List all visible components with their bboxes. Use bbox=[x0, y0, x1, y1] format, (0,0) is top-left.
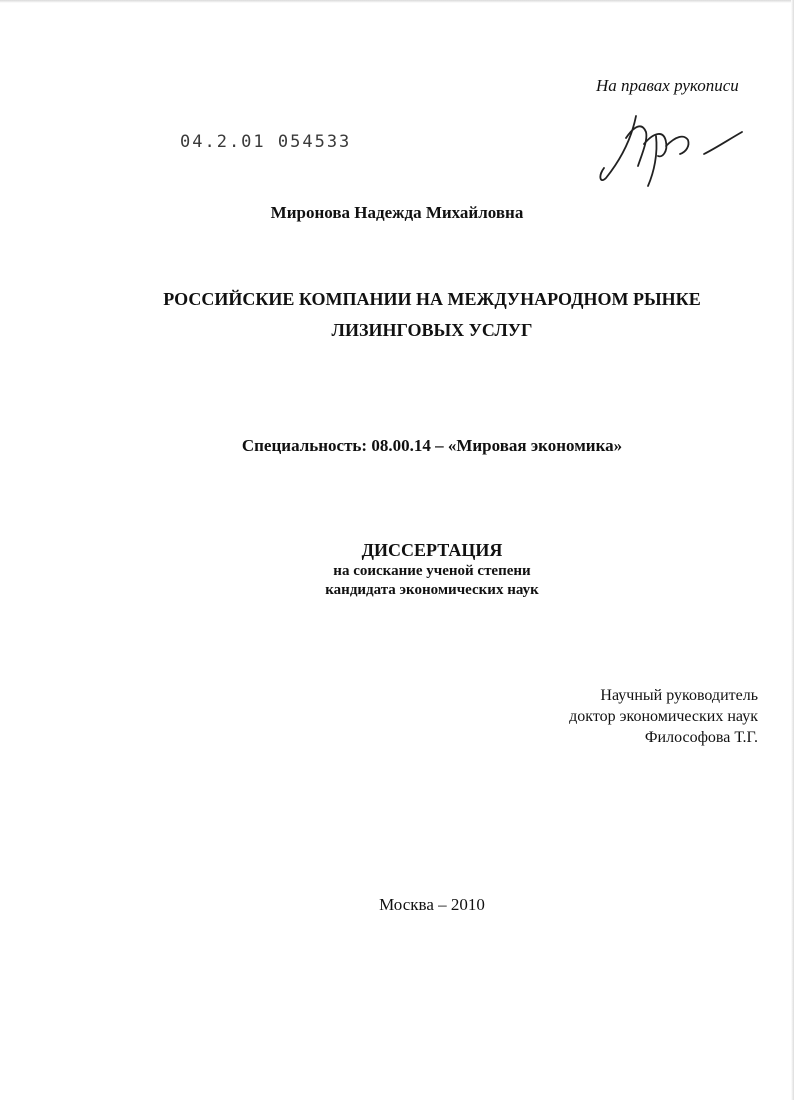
title-line-1: РОССИЙСКИЕ КОМПАНИИ НА МЕЖДУНАРОДНОМ РЫНКЕ bbox=[163, 289, 701, 309]
manuscript-note: На правах рукописи bbox=[596, 76, 739, 95]
author-name: Миронова Надежда Михайловна bbox=[270, 203, 524, 222]
dissertation-title bbox=[0, 284, 794, 346]
supervisor-block bbox=[569, 685, 758, 748]
stamp-code: 04.2.01 054533 bbox=[180, 132, 352, 152]
scan-edge-top bbox=[0, 0, 794, 3]
dissertation-heading: ДИССЕРТАЦИЯ bbox=[361, 540, 503, 560]
dissertation-block bbox=[0, 538, 794, 600]
title-line-2: ЛИЗИНГОВЫХ УСЛУГ bbox=[331, 320, 533, 340]
supervisor-name: Философова Т.Г. bbox=[644, 729, 758, 746]
signature bbox=[592, 96, 752, 192]
degree-line-2: кандидата экономических наук bbox=[325, 582, 539, 598]
degree-line-1: на соискание ученой степени bbox=[333, 563, 531, 579]
supervisor-degree: доктор экономических наук bbox=[569, 708, 758, 725]
specialty: Специальность: 08.00.14 – «Мировая экономика» bbox=[241, 436, 623, 455]
supervisor-role: Научный руководитель bbox=[600, 687, 758, 704]
city-year: Москва – 2010 bbox=[379, 895, 485, 914]
